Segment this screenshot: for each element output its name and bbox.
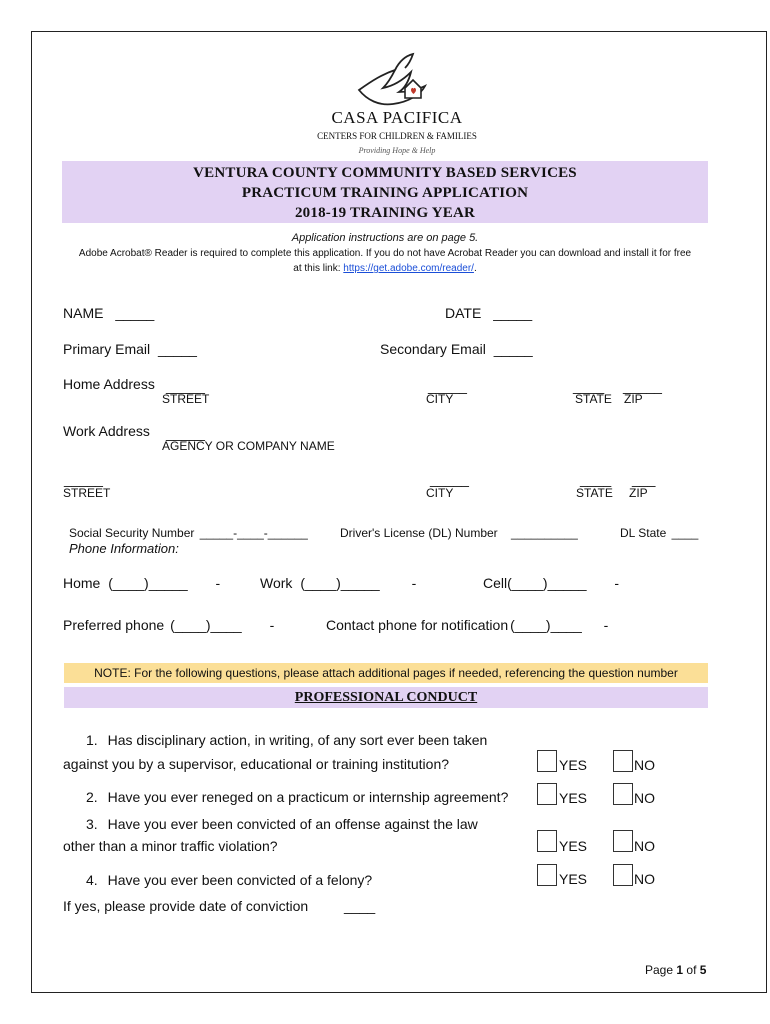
work-state-input[interactable]: ____ — [580, 471, 612, 487]
section-professional-conduct: PROFESSIONAL CONDUCT — [64, 687, 708, 708]
conviction-date-input[interactable]: ____ — [344, 898, 376, 914]
question-1-no-checkbox[interactable] — [613, 750, 633, 772]
question-2-number: 2. — [86, 789, 98, 805]
primary-email-row — [63, 341, 197, 357]
dl-row — [340, 526, 578, 540]
question-3-line-1 — [86, 816, 478, 832]
question-1-no-label: NO — [634, 757, 655, 773]
casa-pacifica-logo — [313, 50, 481, 162]
question-3-line-2: other than a minor traffic violation? — [63, 838, 278, 854]
dl-state-label: DL State — [620, 526, 667, 540]
note-banner — [64, 663, 708, 683]
title-line-2: PRACTICUM TRAINING APPLICATION — [241, 185, 529, 201]
question-3-no-checkbox[interactable] — [613, 830, 633, 852]
name-input[interactable]: _____ — [115, 305, 155, 321]
note-text: NOTE: For the following questions, please attach additional pages if needed, referencing the question number — [94, 666, 678, 680]
cell-phone-label: Cell — [483, 575, 508, 591]
secondary-email-label: Secondary Email — [380, 341, 486, 357]
cell-phone-input[interactable]: (____)_____ — [507, 575, 587, 591]
page-current: 1 — [676, 963, 684, 977]
question-2-yes-label: YES — [559, 790, 588, 806]
name-row — [63, 305, 154, 321]
question-1-text: Has disciplinary action, in writing, of any sort ever been taken — [107, 732, 488, 748]
contact-phone-row — [326, 617, 608, 633]
home-state-input[interactable]: ____ — [573, 378, 605, 394]
title-banner — [62, 161, 708, 223]
question-2-yes-checkbox[interactable] — [537, 783, 557, 805]
question-2-text: Have you ever reneged on a practicum or internship agreement? — [107, 789, 509, 805]
work-street-caption: STREET — [63, 486, 111, 500]
home-address-label: Home Address — [63, 376, 155, 392]
logo-subtitle: CENTERS FOR CHILDREN & FAMILIES — [317, 131, 477, 141]
preferred-phone-row — [63, 617, 274, 633]
conviction-row — [63, 898, 375, 914]
question-4-number: 4. — [86, 872, 98, 888]
question-3-yes-label: YES — [559, 838, 588, 854]
name-label: NAME — [63, 305, 104, 321]
primary-email-input[interactable]: _____ — [158, 341, 197, 357]
question-1-yes-checkbox[interactable] — [537, 750, 557, 772]
dl-label: Driver's License (DL) Number — [340, 526, 498, 540]
date-input[interactable]: _____ — [493, 305, 533, 321]
home-zip-input[interactable]: _____ — [623, 378, 662, 394]
question-4-yes-label: YES — [559, 871, 588, 887]
instructions-line-1: Application instructions are on page 5. — [291, 232, 479, 244]
bird-house-logo-icon — [313, 50, 481, 110]
adobe-reader-link[interactable]: https://get.adobe.com/reader/ — [343, 263, 474, 274]
home-state-caption: STATE — [575, 392, 612, 406]
contact-phone-label: Contact phone for notification — [326, 617, 509, 633]
question-1-line-1 — [86, 732, 487, 748]
page-of: of — [686, 963, 697, 977]
title-line-3: 2018-19 TRAINING YEAR — [294, 205, 476, 221]
page-number — [645, 963, 706, 977]
cell-phone-row — [483, 575, 619, 591]
question-4-text: Have you ever been convicted of a felony? — [107, 872, 373, 888]
instructions-line-2: Adobe Acrobat® Reader is required to complete this application. If you do not have Acrobat Reader you can download and install it for free — [78, 248, 692, 259]
logo-name: CASA PACIFICA — [331, 108, 463, 127]
primary-email-label: Primary Email — [63, 341, 151, 357]
question-1-yes-label: YES — [559, 757, 588, 773]
home-phone-dash: - — [215, 575, 221, 591]
contact-phone-input[interactable]: (____)____ — [510, 617, 582, 633]
instructions-line-3 — [0, 263, 770, 274]
instructions-prefix: at this link: — [293, 263, 344, 274]
work-zip-caption: ZIP — [629, 486, 648, 500]
date-label: DATE — [445, 305, 482, 321]
dl-state-row — [620, 526, 698, 540]
home-street-input[interactable]: _____ — [166, 378, 205, 394]
work-phone-label: Work — [260, 575, 293, 591]
question-4-line-1 — [86, 872, 372, 888]
question-2-no-label: NO — [634, 790, 655, 806]
preferred-phone-input[interactable]: (____)____ — [170, 617, 242, 633]
work-state-caption: STATE — [576, 486, 613, 500]
question-3-yes-checkbox[interactable] — [537, 830, 557, 852]
dl-state-input[interactable]: ____ — [671, 526, 699, 540]
instructions-suffix: . — [473, 263, 477, 274]
work-city-caption: CITY — [426, 486, 454, 500]
conviction-label: If yes, please provide date of conviction — [63, 898, 309, 914]
question-1-number: 1. — [86, 732, 98, 748]
work-phone-row — [260, 575, 416, 591]
home-zip-caption: ZIP — [624, 392, 643, 406]
work-phone-input[interactable]: (____)_____ — [300, 575, 380, 591]
ssn-input[interactable]: _____-____-______ — [199, 526, 308, 540]
logo-tagline: Providing Hope & Help — [358, 146, 436, 155]
question-4-yes-checkbox[interactable] — [537, 864, 557, 886]
contact-phone-dash: - — [603, 617, 609, 633]
question-2-no-checkbox[interactable] — [613, 783, 633, 805]
date-row — [445, 305, 532, 321]
home-phone-input[interactable]: (____)_____ — [108, 575, 188, 591]
page-total: 5 — [699, 963, 707, 977]
phone-info-label: Phone Information: — [69, 541, 179, 556]
ssn-row — [69, 526, 308, 540]
home-city-caption: CITY — [426, 392, 454, 406]
secondary-email-row — [380, 341, 533, 357]
work-agency-caption: AGENCY OR COMPANY NAME — [162, 439, 335, 453]
question-1-line-2: against you by a supervisor, educational or training institution? — [63, 756, 450, 772]
work-phone-dash: - — [411, 575, 417, 591]
question-3-number: 3. — [86, 816, 98, 832]
work-street-input[interactable]: _____ — [64, 471, 103, 487]
work-address-label: Work Address — [63, 423, 150, 439]
question-2-line-1 — [86, 789, 508, 805]
work-agency-input[interactable]: _____ — [166, 425, 205, 441]
page-label: Page — [645, 963, 674, 977]
question-3-no-label: NO — [634, 838, 655, 854]
question-4-no-checkbox[interactable] — [613, 864, 633, 886]
preferred-phone-dash: - — [269, 617, 275, 633]
work-city-input[interactable]: _____ — [430, 471, 469, 487]
question-3-text: Have you ever been convicted of an offense against the law — [107, 816, 478, 832]
dl-input[interactable]: __________ — [511, 526, 578, 540]
home-phone-row — [63, 575, 220, 591]
home-city-input[interactable]: _____ — [428, 378, 467, 394]
secondary-email-input[interactable]: _____ — [493, 341, 533, 357]
preferred-phone-label: Preferred phone — [63, 617, 165, 633]
question-4-no-label: NO — [634, 871, 655, 887]
ssn-label: Social Security Number — [69, 526, 195, 540]
title-line-1: VENTURA COUNTY COMMUNITY BASED SERVICES — [193, 165, 577, 181]
home-phone-label: Home — [63, 575, 101, 591]
home-street-caption: STREET — [162, 392, 210, 406]
cell-phone-dash: - — [614, 575, 620, 591]
work-zip-input[interactable]: ___ — [632, 471, 656, 487]
